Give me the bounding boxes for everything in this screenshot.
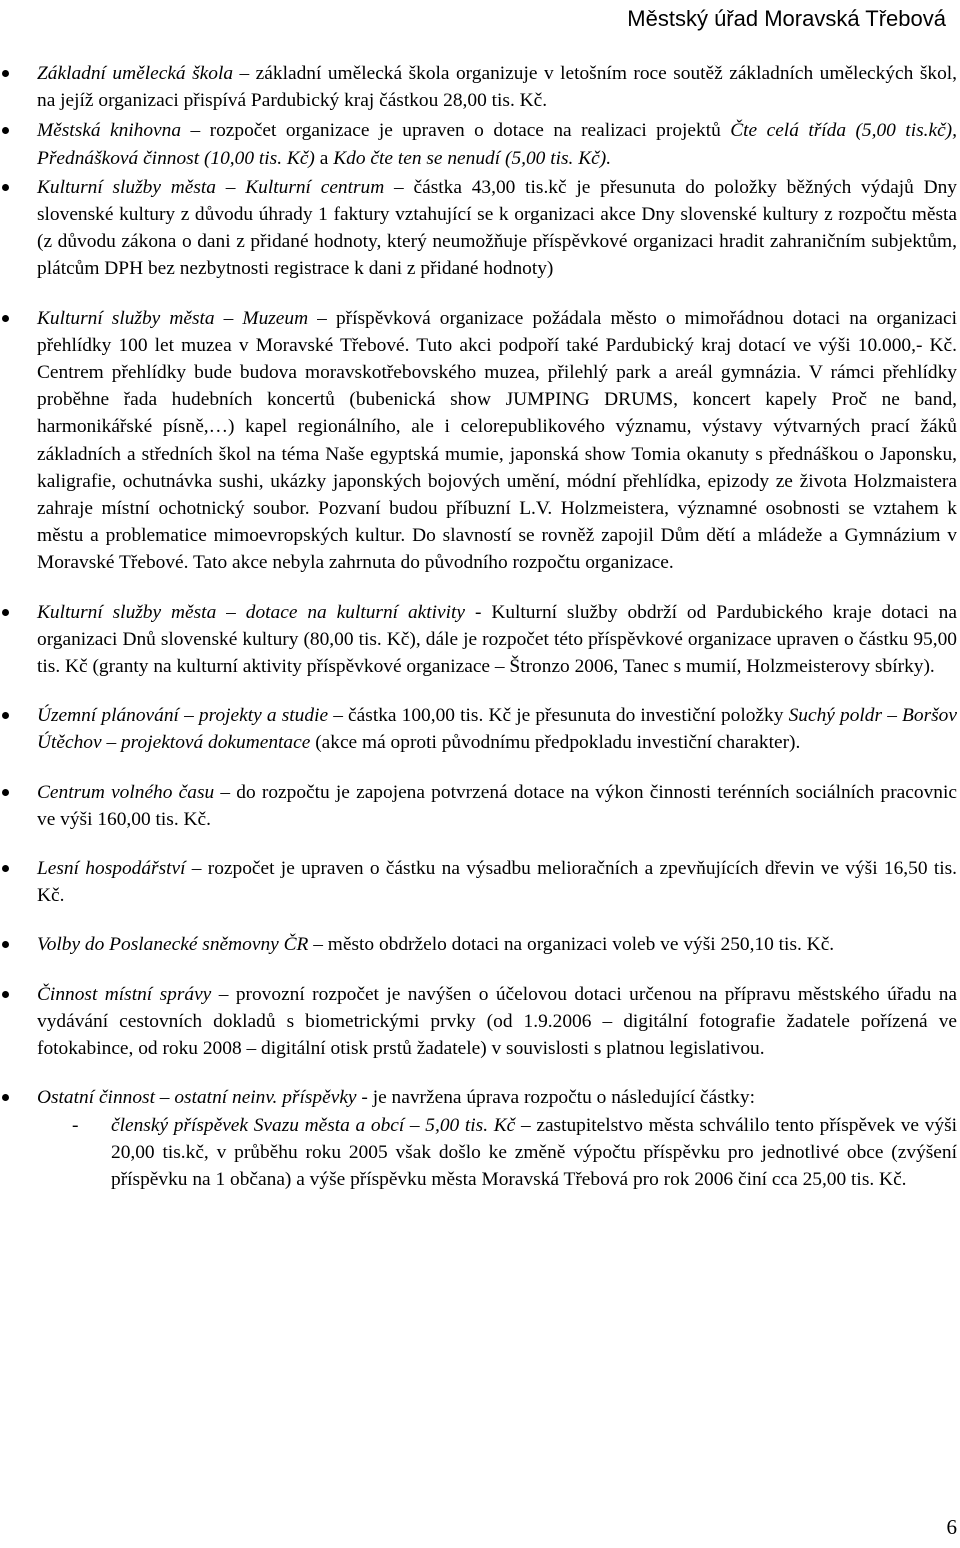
- sub-item-clensky-prispevek: [0, 1112, 960, 1194]
- list-item-centrum-volneho-casu: [0, 779, 960, 833]
- item-text: – provozní rozpočet je navýšen o účelovou dotaci určenou na přípravu městského úřadu na vydávání cestovních dokladů s biometrickými prvky (od 1.9.2006 – digitální fotografie žadatele pořízená ve fotokabince, od roku 2008 – digitální otisk prstů žadatele) v souvislosti s platnou legislativou.: [37, 983, 958, 1060]
- item-heading: Kulturní služby města – dotace na kulturní aktivity -: [37, 601, 482, 623]
- item-heading-2: Suchý poldr – Boršov Útěchov – projektová dokumentace: [37, 705, 957, 754]
- item-heading: Volby do Poslanecké sněmovny ČR: [37, 934, 309, 956]
- item-text-2: (akce má oproti původnímu předpokladu investiční charakter).: [310, 732, 801, 754]
- document-body: [0, 60, 960, 1193]
- page-header: Městský úřad Moravská Třebová: [627, 6, 946, 31]
- list-item-kulturni-centrum: [0, 174, 960, 283]
- item-text: – rozpočet je upraven o částku na výsadbu melioračních a zpevňujících dřevin ve výši 16,50 tis. Kč.: [37, 858, 957, 907]
- list-item-knihovna: [0, 117, 960, 171]
- list-item-lesni-hospodarstvi: [0, 855, 960, 909]
- item-heading: Kulturní služby města – Kulturní centrum –: [37, 176, 404, 198]
- page-number: 6: [946, 1515, 957, 1539]
- item-text: - je navržena úprava rozpočtu o následující částky:: [356, 1087, 755, 1109]
- list-item-ostatni-cinnost: [0, 1084, 960, 1111]
- item-heading: Základní umělecká škola –: [37, 63, 256, 84]
- item-text: – rozpočet organizace je upraven o dotace na realizaci projektů: [181, 120, 731, 142]
- item-heading-2: Čte celá třída (5,00 tis.kč), Přednášková činnost (10,00 tis. Kč): [37, 120, 957, 169]
- list-item-muzeum: [0, 305, 960, 577]
- list-item-uzemni-planovani: [0, 702, 960, 756]
- item-text: částka 100,00 tis. Kč je přesunuta do investiční položky: [342, 705, 789, 727]
- item-text-2: a: [314, 147, 334, 169]
- list-item-cinnost-mistni-spravy: [0, 981, 960, 1063]
- sub-item-text: – zastupitelstvo města schválilo tento příspěvek ve výši 20,00 tis.kč, v průběhu roku 2005 však došlo ke změně výpočtu příspěvku pro jednotlivé obce (zvýšení příspěvku na 1 občana) a výše příspěvku města Moravská Třebová pro rok 2006 činí cca 25,00 tis. Kč.: [111, 1114, 958, 1190]
- item-text: příspěvková organizace požádala město o mimořádnou dotaci na organizaci přehlídky 100 let muzea v Moravské Třebové. Tuto akci podpoří také Pardubický kraj dotací ve výši 10.000,- Kč. Centrem přehlídky bude budova moravskotřebovského muzea, přilehlý park a areál gymnázia. V rámci přehlídky proběhne řada hudebních koncertů (bubenická show JUMPING DRUMS, koncert kapely Proč ne band, harmonikářské písně,…) kapel regionálního, ale i celorepublikového významu, výstavy výtvarných prací žáků základních a středních škol na téma Naše egyptská mumie, japonská show Tomia okanuty s přednáškou o Japonsku, kaligrafie, ochutnávka sushi, ukázky japonských bojových umění, módní přehlídka, epizody ze života Holzmaistera zahraje místní ochotnický soubor. Pozvaní budou příbuzní L.V. Holzmeistera, významné osobnosti se vztahem k městu a problematice mimoevropských kultur. Do slavností se rovněž zapojil Dům dětí a mládeže a Gymnázium v Moravské Třebové. Tato akce nebyla zahrnuta do původního rozpočtu organizace.: [37, 307, 957, 574]
- item-text: – město obdrželo dotaci na organizaci voleb ve výši 250,10 tis. Kč.: [308, 934, 835, 956]
- item-text: částka 43,00 tis.kč je přesunuta do položky běžných výdajů Dny slovenské kultury z důvodu úhrady 1 faktury vztahující se k organizaci akce Dny slovenské kultury z rozpočtu města (z důvodu zákona o dani z přidané hodnoty, který neumožňuje příspěvkové organizaci hradit zahraničním subjektům, plátcům DPH bez nezbytnosti registrace k dani z přidané hodnoty): [37, 176, 957, 280]
- item-text: – do rozpočtu je zapojena potvrzená dotace na výkon činnosti terénních sociálních pracovnic ve výši 160,00 tis. Kč.: [37, 781, 957, 830]
- item-heading: Městská knihovna: [37, 120, 182, 142]
- list-item-volby: [0, 931, 960, 958]
- list-item-kulturni-aktivity: [0, 599, 960, 681]
- item-heading: Ostatní činnost – ostatní neinv. příspěvky: [37, 1087, 357, 1109]
- item-heading-3: Kdo čte ten se nenudí (5,00 tis. Kč).: [333, 147, 612, 169]
- item-heading: Lesní hospodářství: [37, 858, 186, 880]
- item-text: základní umělecká škola organizuje v letošním roce soutěž základních uměleckých škol, na jejíž organizaci přispívá Pardubický kraj částkou 28,00 tis. Kč.: [37, 63, 957, 112]
- item-heading: Činnost místní správy: [37, 983, 212, 1005]
- item-heading: Kulturní služby města – Muzeum –: [37, 307, 327, 329]
- item-text: Kulturní služby obdrží od Pardubického kraje dotaci na organizaci Dnů slovenské kultury (80,00 tis. Kč), dále je rozpočet této příspěvkové organizace upraven o částku 95,00 tis. Kč (granty na kulturní aktivity příspěvkové organizace – Štronzo 2006, Tanec s mumií, Holzmeisterovy sbírky).: [37, 601, 957, 678]
- item-heading: Centrum volného času: [37, 781, 215, 803]
- item-heading: Územní plánování – projekty a studie –: [37, 705, 343, 727]
- list-item-zus: [0, 60, 960, 114]
- dash-marker: -: [72, 1114, 79, 1136]
- sub-item-heading: členský příspěvek Svazu města a obcí – 5,00 tis. Kč: [111, 1114, 516, 1136]
